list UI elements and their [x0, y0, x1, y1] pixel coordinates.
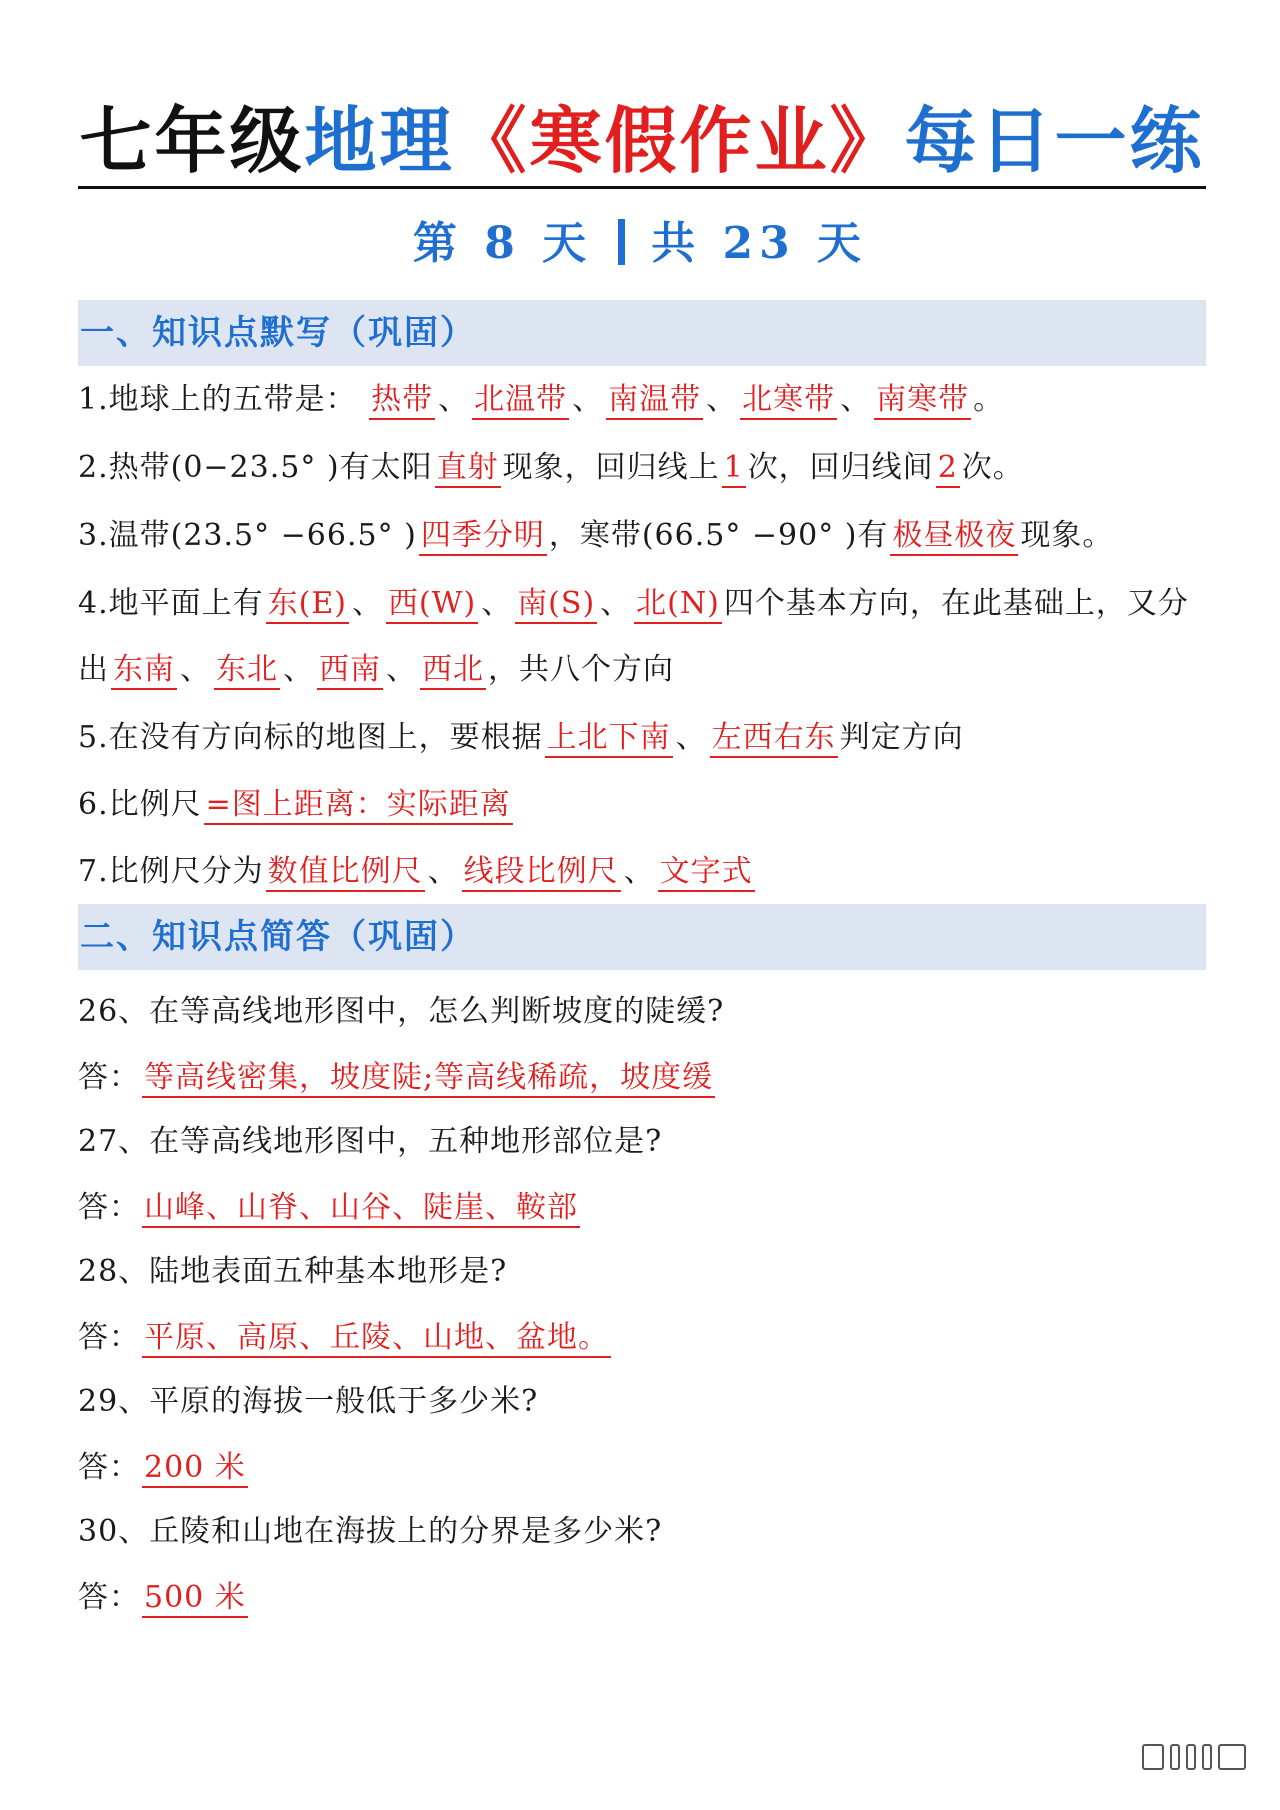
q5-end: 判定方向 [839, 720, 964, 755]
q1-answer-2: 北温带 [472, 382, 569, 420]
answer-label: 答： [78, 1450, 140, 1485]
q2-end: 次。 [961, 450, 1024, 485]
q4-answer-2: 西(W) [386, 586, 478, 624]
q1-prefix: 1.地球上的五带是： [78, 382, 357, 417]
q3-answer-1: 四季分明 [419, 518, 547, 556]
answer-27 [78, 1184, 1206, 1232]
question-4: 4.地平面上有 东(E) 、 西(W) 、 南(S) 、 北(N) 四个基本方向，在此基础上，又分 [78, 580, 1206, 628]
q3-prefix: 3.温带(23.5° −66.5° ) [78, 518, 417, 553]
current-day: 第 8 天 [412, 218, 593, 269]
divider-bar [618, 219, 625, 265]
q4b-answer-1: 东南 [111, 652, 177, 690]
q4b-answer-4: 西北 [420, 652, 486, 690]
answer-26 [78, 1054, 1206, 1102]
answer-label: 答： [78, 1190, 140, 1225]
q4b-answer-3: 西南 [317, 652, 383, 690]
question-1: 1.地球上的五带是： 热带 、 北温带 、 南温带 、 北寒带 、 南寒带 。 [78, 376, 1206, 424]
q2-answer-1: 直射 [435, 450, 501, 488]
q7-answer-3: 文字式 [658, 854, 755, 892]
question-6 [78, 781, 1206, 829]
answer-26-text: 等高线密集，坡度陡;等高线稀疏，坡度缓 [142, 1060, 715, 1098]
q4-answer-3: 南(S) [515, 586, 597, 624]
watermark-icon [1142, 1744, 1246, 1770]
answer-30-text: 500 米 [142, 1580, 248, 1618]
q5-answer-2: 左西右东 [710, 720, 838, 758]
answer-28-text: 平原、高原、丘陵、山地、盆地。 [142, 1320, 611, 1358]
question-7: 7.比例尺分为 数值比例尺 、 线段比例尺 、 文字式 [78, 848, 1206, 896]
q2-answer-3: 2 [936, 450, 960, 488]
answer-29 [78, 1444, 1206, 1492]
section-heading-dictation: 一、知识点默写（巩固） [78, 300, 1206, 366]
title-grade: 七年级 [79, 99, 305, 183]
answer-30 [78, 1574, 1206, 1622]
answer-label: 答： [78, 1060, 140, 1095]
question-29: 29、平原的海拔一般低于多少米? [78, 1384, 539, 1419]
q7-answer-2: 线段比例尺 [462, 854, 621, 892]
day-counter [0, 214, 1280, 274]
q7-prefix: 7.比例尺分为 [78, 854, 264, 889]
answer-29-text: 200 米 [142, 1450, 248, 1488]
q6-answer-1: =图上距离：实际距离 [204, 787, 513, 825]
q2-mid-1: 现象，回归线上 [502, 450, 720, 485]
q2-mid-2: 次，回归线间 [747, 450, 934, 485]
q4b-end: ，共八个方向 [488, 652, 674, 687]
question-27: 27、在等高线地形图中，五种地形部位是? [78, 1124, 663, 1159]
q1-answer-1: 热带 [369, 382, 435, 420]
q3-end: 现象。 [1020, 518, 1114, 553]
q4b-prefix: 出 [78, 652, 109, 687]
q1-answer-3: 南温带 [606, 382, 703, 420]
q4-end: 四个基本方向，在此基础上，又分 [723, 586, 1189, 621]
q2-prefix: 2.热带(0−23.5° )有太阳 [78, 450, 433, 485]
q5-answer-1: 上北下南 [545, 720, 673, 758]
title-subject: 地理 [304, 99, 455, 183]
q5-prefix: 5.在没有方向标的地图上，要根据 [78, 720, 543, 755]
question-4-cont: 出 东南 、 东北 、 西南 、 西北 ，共八个方向 [78, 646, 1206, 694]
q4-answer-1: 东(E) [266, 586, 349, 624]
q7-answer-1: 数值比例尺 [266, 854, 425, 892]
question-5: 5.在没有方向标的地图上，要根据 上北下南 、 左西右东 判定方向 [78, 714, 1206, 762]
title-homework: 《寒假作业》 [454, 99, 905, 183]
section-heading-short-answer: 二、知识点简答（巩固） [78, 904, 1206, 970]
q6-prefix: 6.比例尺 [78, 787, 202, 822]
q3-answer-2: 极昼极夜 [890, 518, 1018, 556]
question-26: 26、在等高线地形图中，怎么判断坡度的陡缓? [78, 994, 725, 1029]
q4-answer-4: 北(N) [634, 586, 722, 624]
title-daily: 每日一练 [904, 99, 1205, 183]
answer-label: 答： [78, 1320, 140, 1355]
q1-answer-5: 南寒带 [874, 382, 971, 420]
question-28: 28、陆地表面五种基本地形是? [78, 1254, 508, 1289]
q1-answer-4: 北寒带 [740, 382, 837, 420]
title-underline [78, 186, 1206, 189]
question-2 [78, 444, 1206, 492]
page-title [78, 100, 1206, 182]
question-30: 30、丘陵和山地在海拔上的分界是多少米? [78, 1514, 663, 1549]
answer-label: 答： [78, 1580, 140, 1615]
q1-end: 。 [973, 382, 1005, 417]
q4b-answer-2: 东北 [214, 652, 280, 690]
total-days: 共 23 天 [651, 218, 868, 269]
q4-prefix: 4.地平面上有 [78, 586, 264, 621]
q2-answer-2: 1 [722, 450, 746, 488]
question-3 [78, 512, 1206, 560]
answer-27-text: 山峰、山脊、山谷、陡崖、鞍部 [142, 1190, 580, 1228]
q3-mid-1: ，寒带(66.5° −90° )有 [548, 518, 889, 553]
answer-28 [78, 1314, 1206, 1362]
